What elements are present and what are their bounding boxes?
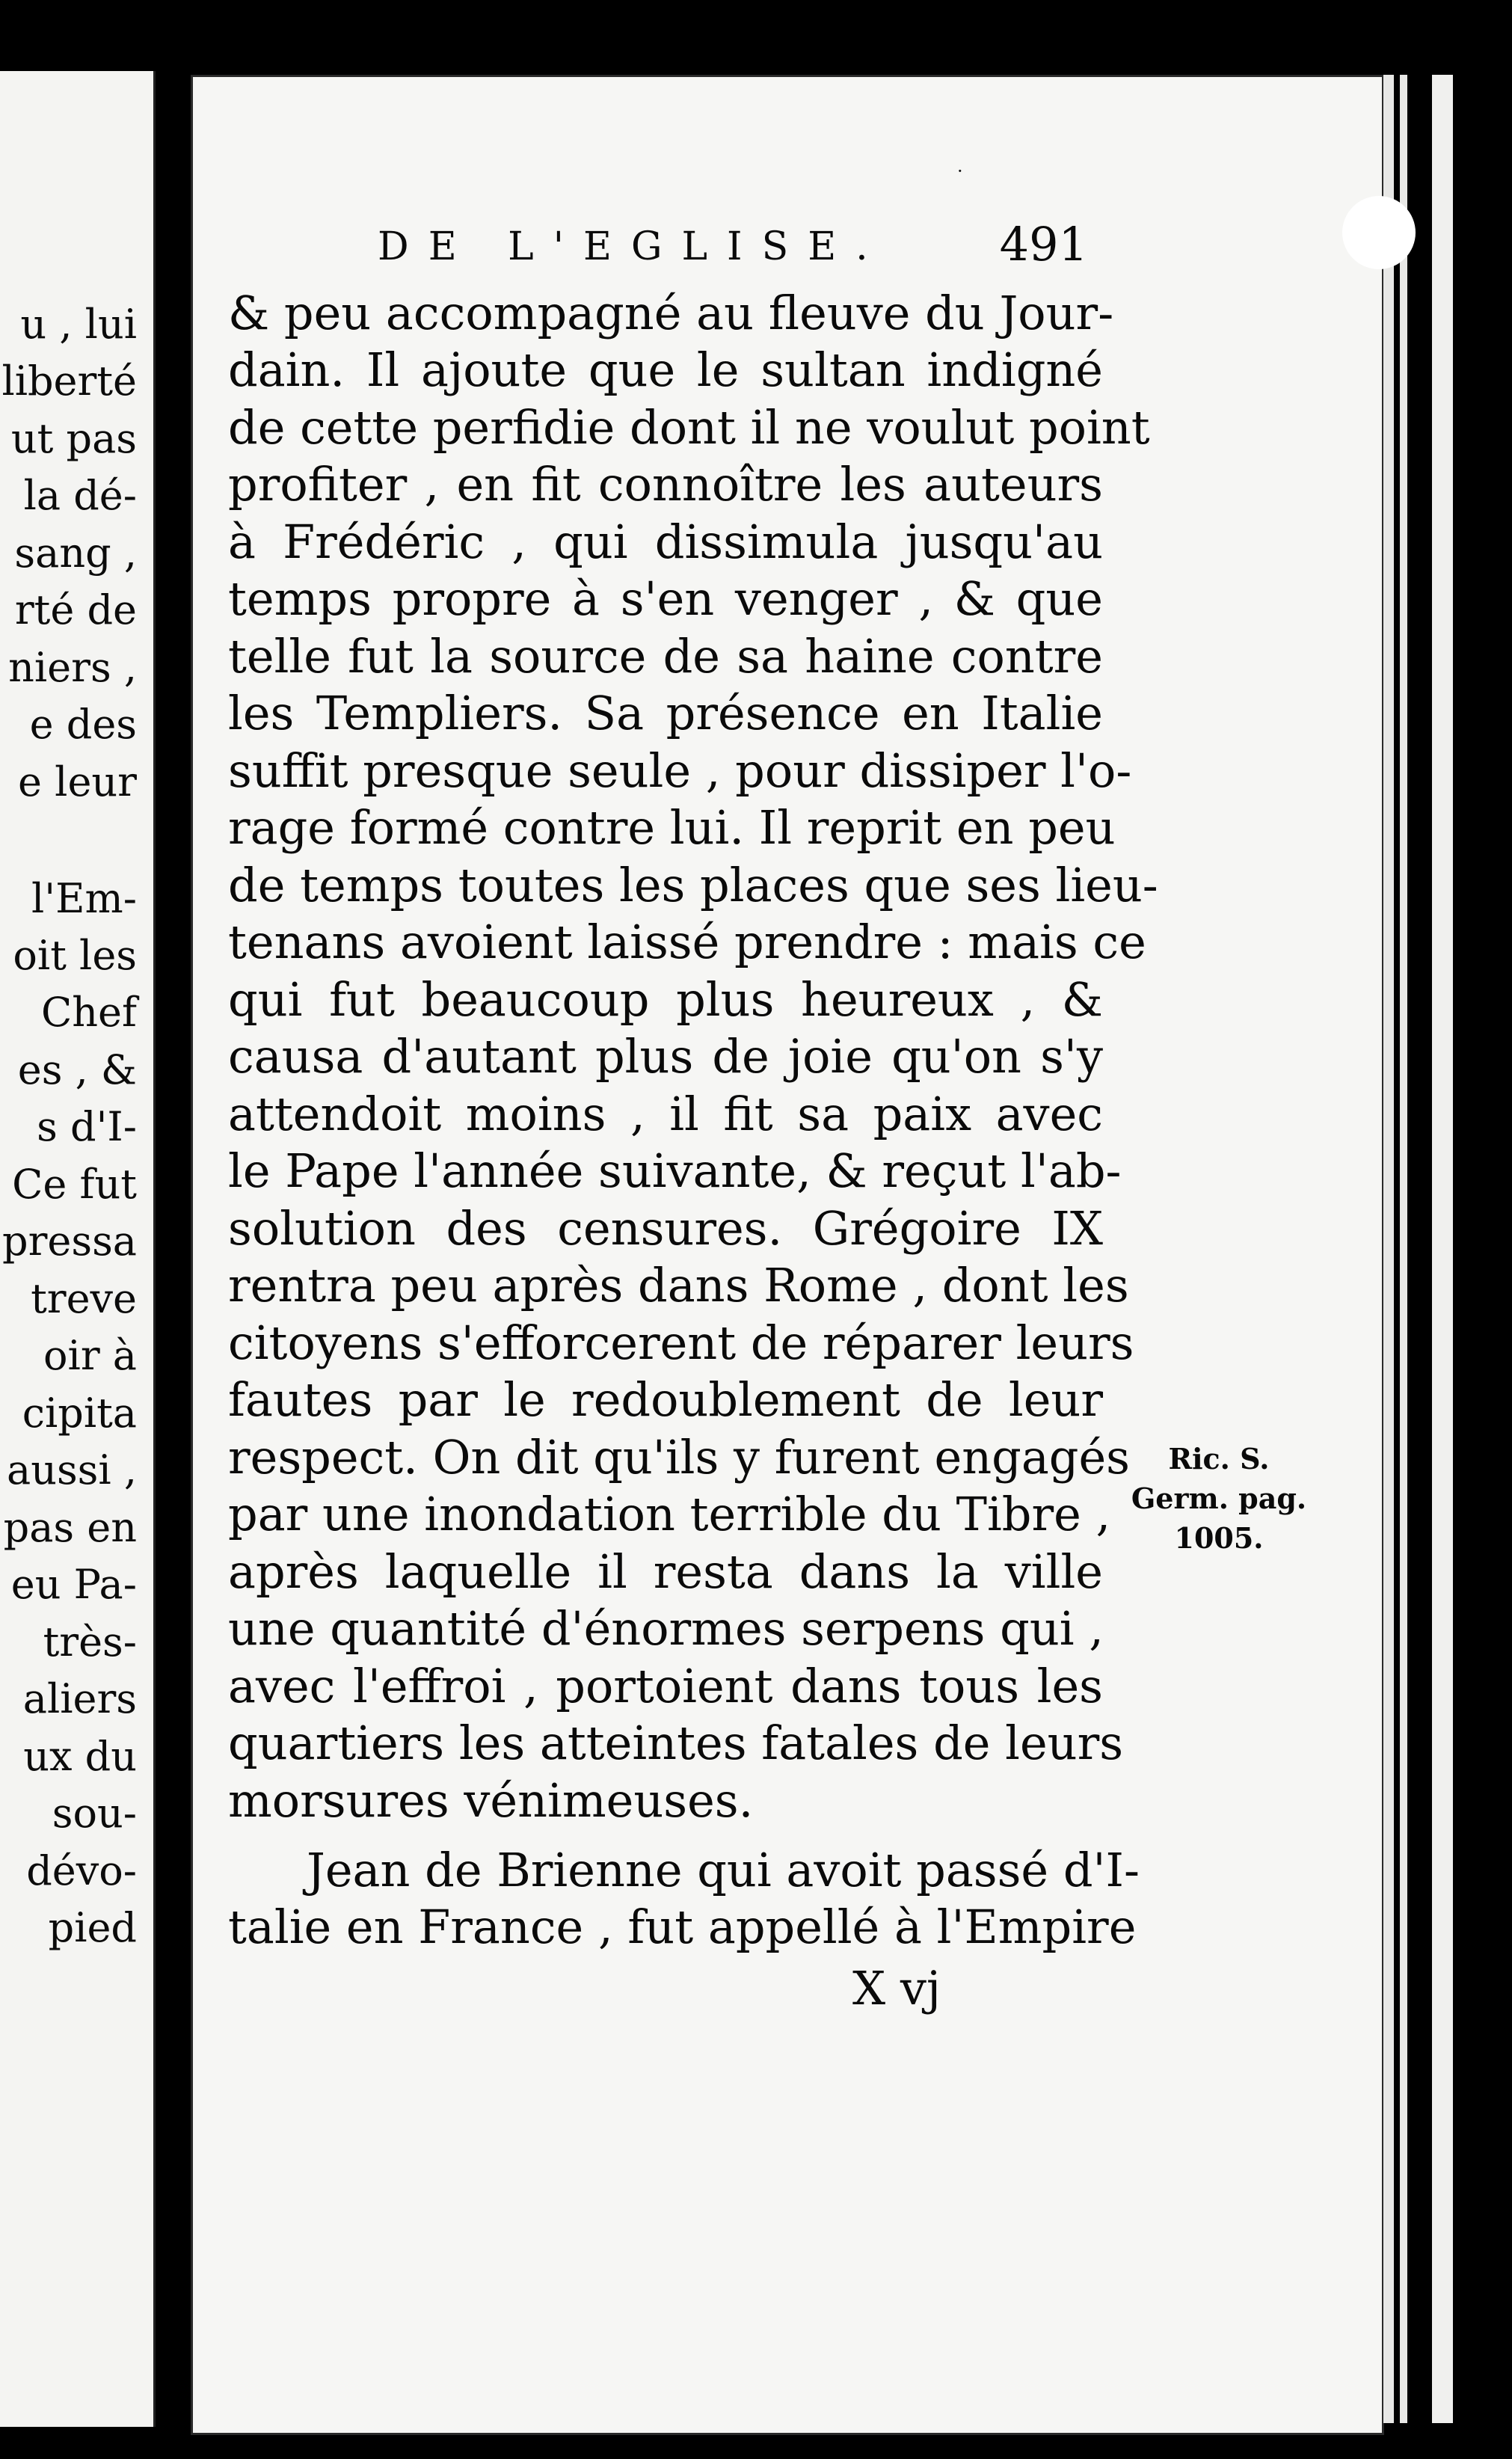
signature-mark: X vj (852, 1961, 941, 2016)
marginal-citation-line: 1005. (1174, 1521, 1264, 1555)
marginal-citation-line: Ric. S. (1168, 1442, 1270, 1476)
body-text-line: de cette perfidie dont il ne voulut point (228, 400, 1150, 455)
left-page-line: Ce fut (12, 1161, 137, 1208)
left-page-line: sang , (14, 529, 137, 577)
left-page-line: ux du (23, 1733, 137, 1780)
ink-blot (1342, 196, 1416, 269)
body-text-line: une quantité d'énormes serpens qui , (228, 1601, 1104, 1656)
body-text-line: à Frédéric , qui dissimula jusqu'au (228, 515, 1103, 569)
left-page-line: s d'I- (37, 1103, 137, 1150)
body-text-line: dain. Il ajoute que le sultan indigné (228, 343, 1103, 397)
body-text-line: temps propre à s'en venger , & que (228, 571, 1103, 626)
body-text-line: fautes par le redoublement de leur (228, 1372, 1103, 1427)
body-text-line: suffit presque seule , pour dissiper l'o- (228, 743, 1132, 798)
body-text-line: tenans avoient laissé prendre : mais ce (228, 915, 1146, 969)
left-page-line: pressa (2, 1218, 137, 1265)
body-text-line: de temps toutes les places que ses lieu- (228, 858, 1158, 912)
left-page-line: très- (43, 1618, 137, 1666)
page-edge (1383, 75, 1394, 2423)
left-page-line: pas en (3, 1504, 137, 1551)
body-text-line: solution des censures. Grégoire IX (228, 1201, 1103, 1256)
left-page-line: rté de (14, 586, 137, 633)
left-page-line: aliers (22, 1675, 137, 1722)
body-text-line: talie en France , fut appellé à l'Empire (228, 1900, 1137, 1954)
left-page-line: oir à (43, 1332, 137, 1379)
left-page-line: u , lui (20, 301, 137, 348)
left-page-line: eu Pa- (10, 1561, 137, 1608)
body-text-line: respect. On dit qu'ils y furent engagés (228, 1430, 1131, 1485)
body-text-line: quartiers les atteintes fatales de leurs (228, 1716, 1124, 1770)
body-text-line: rage formé contre lui. Il reprit en peu (228, 800, 1116, 855)
left-page-line: cipita (22, 1390, 137, 1437)
left-page-line: e des (29, 701, 137, 748)
page-edge (1432, 75, 1453, 2423)
left-page-line: sou- (52, 1790, 137, 1837)
body-text-line: & peu accompagné au fleuve du Jour- (228, 286, 1114, 340)
left-page-line: aussi , (7, 1446, 137, 1493)
body-text-line: avec l'effroi , portoient dans tous les (228, 1659, 1103, 1713)
running-head: DE L'EGLISE. (378, 224, 888, 269)
page-edge (1400, 75, 1407, 2423)
left-page-line: dévo- (26, 1847, 137, 1894)
body-text-line: les Templiers. Sa présence en Italie (228, 686, 1103, 740)
body-text-line: attendoit moins , il fit sa paix avec (228, 1087, 1103, 1141)
left-page-line: e leur (18, 758, 137, 805)
left-page-fragment (0, 71, 156, 2427)
body-text-line: citoyens s'efforcerent de réparer leurs (228, 1316, 1134, 1370)
left-page-line: la dé- (23, 472, 137, 519)
body-text-line: morsures vénimeuses. (228, 1773, 754, 1828)
body-text-line: qui fut beaucoup plus heureux , & (228, 972, 1103, 1027)
left-page-line: liberté (1, 357, 137, 405)
body-text-line: par une inondation terrible du Tibre , (228, 1487, 1111, 1541)
left-page-line: es , & (17, 1046, 137, 1093)
left-page-line: oit les (13, 932, 137, 979)
left-page-line: ut pas (10, 415, 137, 462)
page-number: 491 (999, 217, 1088, 271)
body-text-line: le Pape l'année suivante, & reçut l'ab- (228, 1143, 1122, 1198)
body-text-line: après laquelle il resta dans la ville (228, 1544, 1103, 1599)
left-page-line: l'Em- (31, 875, 137, 922)
page-header (378, 217, 1088, 277)
print-speck: · (957, 161, 963, 182)
body-text-line: telle fut la source de sa haine contre (228, 629, 1103, 684)
left-page-line: niers , (8, 644, 137, 691)
left-page-line: pied (48, 1904, 137, 1951)
left-page-line: Chef (40, 989, 137, 1036)
body-text-line: Jean de Brienne qui avoit passé d'I- (307, 1843, 1140, 1897)
marginal-citation-line: Germ. pag. (1131, 1482, 1307, 1515)
body-text-line: causa d'autant plus de joie qu'on s'y (228, 1029, 1103, 1084)
body-text-line: profiter , en fit connoître les auteurs (228, 457, 1103, 512)
left-page-line: treve (31, 1275, 137, 1322)
body-text-line: rentra peu après dans Rome , dont les (228, 1258, 1129, 1313)
